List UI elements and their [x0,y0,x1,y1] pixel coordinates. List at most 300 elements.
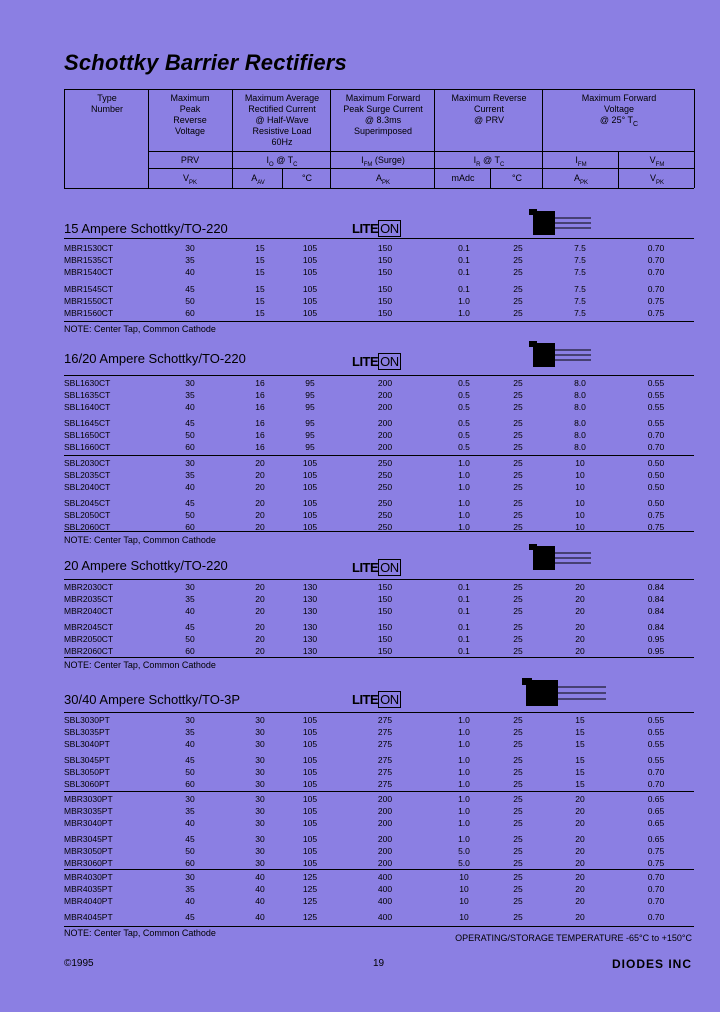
prv-value: 50 [185,430,195,440]
table-row [0,884,720,895]
unit-madc: mAdc [451,173,475,183]
io-value: 40 [255,896,265,906]
col-type-number: Type Number [90,93,123,114]
page-number: 19 [373,958,385,969]
ir-tc-value: 25 [513,779,523,789]
ifm-surge-value: 400 [377,872,393,882]
ir-value: 0.1 [458,622,470,632]
table-row [0,727,720,738]
ifm-surge-value: 200 [377,806,393,816]
table-row [0,470,720,481]
prv-value: 40 [185,818,195,828]
prv-value: 35 [185,390,195,400]
liteon-logo: LITE ON [352,221,399,236]
tc-value: 95 [305,378,315,388]
ifm-surge-value: 200 [377,834,393,844]
vfm-value: 0.65 [647,806,665,816]
prv-value: 35 [185,806,195,816]
ifm-value: 20 [575,884,585,894]
vfm-value: 0.55 [647,378,665,388]
ir-value: 0.5 [458,402,470,412]
prv-value: 45 [185,498,195,508]
ir-tc-value: 25 [513,858,523,868]
io-value: 16 [255,390,265,400]
vfm-value: 0.70 [647,255,665,265]
ifm-value: 20 [575,622,585,632]
ir-value: 0.1 [458,255,470,265]
table-row [0,806,720,817]
tc-value: 95 [305,390,315,400]
ifm-value: 20 [575,846,585,856]
company-name: DIODES INC [611,957,692,971]
io-value: 15 [255,308,265,318]
io-value: 20 [255,582,265,592]
to220-package-icon [525,543,595,575]
ir-value: 1.0 [458,498,470,508]
ir-tc-value: 25 [513,308,523,318]
ir-value: 1.0 [458,755,470,765]
ifm-surge-value: 275 [377,715,393,725]
table-row [0,622,720,633]
part-number: SBL3030PT [64,715,110,725]
tc-value: 105 [302,267,318,277]
ifm-value: 10 [575,470,585,480]
ir-tc-value: 25 [513,818,523,828]
vfm-value: 0.70 [647,442,665,452]
part-number: MBR3050PT [64,846,113,856]
ir-tc-value: 25 [513,606,523,616]
ifm-surge-value: 150 [377,296,393,306]
prv-value: 35 [185,727,195,737]
ir-value: 0.1 [458,646,470,656]
table-row [0,510,720,521]
ir-tc-value: 25 [513,482,523,492]
tc-value: 125 [302,896,318,906]
part-number: SBL1645CT [64,418,111,428]
part-number: SBL2045CT [64,498,111,508]
io-value: 30 [255,818,265,828]
prv-value: 45 [185,622,195,632]
ifm-surge-value: 400 [377,912,393,922]
ir-tc-value: 25 [513,402,523,412]
unit-aav: $A_{AV}$ [251,173,265,186]
part-number: MBR2050CT [64,634,114,644]
ifm-surge-value: 200 [377,818,393,828]
part-number: MBR1550CT [64,296,114,306]
tc-value: 105 [302,308,318,318]
io-value: 40 [255,872,265,882]
ir-tc-value: 25 [513,884,523,894]
tc-value: 105 [302,482,318,492]
tc-value: 125 [302,884,318,894]
ir-value: 1.0 [458,727,470,737]
col-avg-rectified-current: Maximum Average Rectified Current @ Half-Wave Resistive Load 60Hz [244,93,320,147]
table-row [0,834,720,845]
ifm-surge-value: 200 [377,430,393,440]
prv-value: 30 [185,715,195,725]
unit-apk-1: $A_{PK}$ [375,173,391,186]
tc-value: 130 [302,646,318,656]
table-row [0,872,720,883]
io-value: 20 [255,510,265,520]
ir-value: 0.5 [458,430,470,440]
tc-value: 105 [302,834,318,844]
ir-tc-value: 25 [513,418,523,428]
io-value: 20 [255,458,265,468]
table-row [0,606,720,617]
ir-value: 1.0 [458,308,470,318]
vfm-value: 0.70 [647,884,665,894]
tc-value: 130 [302,606,318,616]
ir-value: 1.0 [458,834,470,844]
prv-value: 50 [185,767,195,777]
ir-tc-value: 25 [513,255,523,265]
tc-value: 105 [302,522,318,532]
ir-tc-value: 25 [513,755,523,765]
ifm-value: 20 [575,912,585,922]
prv-value: 50 [185,846,195,856]
vfm-value: 0.65 [647,834,665,844]
io-value: 20 [255,482,265,492]
prv-value: 50 [185,296,195,306]
ifm-surge-value: 200 [377,846,393,856]
part-number: SBL2040CT [64,482,111,492]
part-number: MBR1560CT [64,308,114,318]
ifm-value: 7.5 [574,267,586,277]
to220-package-icon [525,340,595,372]
ir-value: 0.1 [458,594,470,604]
vfm-value: 0.65 [647,794,665,804]
table-row [0,442,720,453]
ifm-value: 20 [575,794,585,804]
part-number: MBR3030PT [64,794,113,804]
table-row [0,378,720,389]
part-number: MBR3035PT [64,806,113,816]
tc-value: 105 [302,510,318,520]
ir-value: 1.0 [458,806,470,816]
part-number: SBL3035PT [64,727,110,737]
vfm-value: 0.75 [647,522,665,532]
liteon-logo: LITE ON [352,354,399,369]
vfm-value: 0.55 [647,739,665,749]
col-reverse-current: Maximum Reverse Current @ PRV [451,93,527,125]
tc-value: 95 [305,402,315,412]
io-value: 20 [255,470,265,480]
ir-value: 1.0 [458,715,470,725]
part-number: SBL1635CT [64,390,111,400]
ir-tc-value: 25 [513,390,523,400]
ifm-value: 7.5 [574,243,586,253]
table-row [0,779,720,790]
ir-value: 1.0 [458,482,470,492]
prv-value: 40 [185,739,195,749]
ir-value: 10 [459,884,469,894]
io-value: 40 [255,912,265,922]
table-row [0,896,720,907]
table-row [0,522,720,533]
part-number: SBL2030CT [64,458,111,468]
vfm-value: 0.50 [647,482,665,492]
table-row [0,255,720,266]
ir-value: 1.0 [458,510,470,520]
table-row [0,858,720,869]
vfm-value: 0.70 [647,767,665,777]
unit-vpk-2: $V_{PK}$ [649,173,665,186]
ir-value: 0.1 [458,582,470,592]
ifm-value: 20 [575,834,585,844]
ifm-surge-value: 200 [377,858,393,868]
ifm-surge-value: 250 [377,482,393,492]
ifm-surge-value: 275 [377,755,393,765]
ir-value: 5.0 [458,846,470,856]
ir-tc-value: 25 [513,739,523,749]
vfm-value: 0.75 [647,308,665,318]
ir-tc-value: 25 [513,430,523,440]
io-value: 15 [255,296,265,306]
io-value: 30 [255,858,265,868]
tc-value: 105 [302,458,318,468]
vfm-value: 0.84 [647,622,665,632]
vfm-value: 0.95 [647,646,665,656]
ifm-value: 8.0 [574,442,586,452]
io-value: 40 [255,884,265,894]
prv-value: 30 [185,872,195,882]
tc-value: 105 [302,243,318,253]
tc-value: 105 [302,779,318,789]
unit-apk-2: $A_{PK}$ [573,173,589,186]
io-value: 16 [255,402,265,412]
part-number: SBL1630CT [64,378,111,388]
tc-value: 125 [302,872,318,882]
copyright: ©1995 [64,958,94,969]
prv-value: 60 [185,646,195,656]
operating-temperature: OPERATING/STORAGE TEMPERATURE -65°C to +150°C [455,933,692,943]
ifm-surge-value: 150 [377,255,393,265]
prv-value: 45 [185,912,195,922]
ifm-value: 15 [575,727,585,737]
prv-value: 35 [185,255,195,265]
ir-value: 1.0 [458,818,470,828]
col-forward-voltage: Maximum Forward Voltage @ 25° $T_C$ [581,93,657,128]
sym-ifm: $I_{FM}$ [575,155,587,168]
col-peak-reverse-voltage: Maximum Peak Reverse Voltage [170,93,210,136]
ifm-surge-value: 150 [377,243,393,253]
prv-value: 50 [185,510,195,520]
ifm-value: 15 [575,739,585,749]
vfm-value: 0.55 [647,755,665,765]
io-value: 16 [255,418,265,428]
vfm-value: 0.70 [647,267,665,277]
ifm-surge-value: 150 [377,634,393,644]
vfm-value: 0.84 [647,606,665,616]
table-row [0,243,720,254]
ifm-surge-value: 250 [377,498,393,508]
prv-value: 30 [185,582,195,592]
ir-value: 1.0 [458,296,470,306]
tc-value: 105 [302,284,318,294]
part-number: SBL3050PT [64,767,110,777]
ifm-value: 8.0 [574,418,586,428]
ifm-value: 8.0 [574,430,586,440]
sym-ir-tc: $I_R$ @ $T_C$ [473,155,505,168]
liteon-logo: LITE ON [352,560,399,575]
vfm-value: 0.70 [647,430,665,440]
vfm-value: 0.50 [647,470,665,480]
part-number: MBR2035CT [64,594,114,604]
ir-tc-value: 25 [513,834,523,844]
table-row [0,715,720,726]
ir-tc-value: 25 [513,634,523,644]
ifm-surge-value: 400 [377,896,393,906]
part-number: MBR4035PT [64,884,113,894]
prv-value: 30 [185,243,195,253]
io-value: 16 [255,378,265,388]
ir-tc-value: 25 [513,622,523,632]
tc-value: 105 [302,794,318,804]
vfm-value: 0.95 [647,634,665,644]
prv-value: 30 [185,794,195,804]
io-value: 30 [255,846,265,856]
tc-value: 130 [302,582,318,592]
io-value: 20 [255,646,265,656]
prv-value: 35 [185,884,195,894]
part-number: MBR3060PT [64,858,113,868]
table-row [0,458,720,469]
ir-tc-value: 25 [513,442,523,452]
ifm-value: 20 [575,858,585,868]
part-number: SBL1660CT [64,442,111,452]
table-row [0,418,720,429]
ifm-value: 7.5 [574,296,586,306]
part-number: SBL2050CT [64,510,111,520]
ifm-value: 20 [575,818,585,828]
ifm-surge-value: 200 [377,418,393,428]
ir-tc-value: 25 [513,243,523,253]
part-number: SBL3060PT [64,779,110,789]
io-value: 15 [255,267,265,277]
ifm-surge-value: 200 [377,402,393,412]
section-note: NOTE: Center Tap, Common Cathode [64,535,216,545]
part-number: SBL1650CT [64,430,111,440]
io-value: 16 [255,430,265,440]
ifm-surge-value: 150 [377,594,393,604]
ifm-value: 10 [575,498,585,508]
ifm-surge-value: 275 [377,739,393,749]
part-number: MBR2040CT [64,606,114,616]
ir-tc-value: 25 [513,912,523,922]
table-row [0,482,720,493]
table-row [0,296,720,307]
ir-value: 1.0 [458,779,470,789]
vfm-value: 0.50 [647,458,665,468]
ir-tc-value: 25 [513,296,523,306]
ir-tc-value: 25 [513,378,523,388]
tc-value: 130 [302,594,318,604]
ifm-value: 8.0 [574,402,586,412]
vfm-value: 0.84 [647,594,665,604]
ifm-surge-value: 250 [377,470,393,480]
ifm-surge-value: 400 [377,884,393,894]
section-title: 15 Ampere Schottky/TO-220 [64,221,228,236]
vfm-value: 0.70 [647,872,665,882]
part-number: MBR2045CT [64,622,114,632]
sym-prv: PRV [180,155,200,165]
ifm-surge-value: 200 [377,378,393,388]
ir-tc-value: 25 [513,522,523,532]
ifm-value: 20 [575,646,585,656]
io-value: 15 [255,255,265,265]
ifm-surge-value: 250 [377,510,393,520]
ifm-surge-value: 150 [377,622,393,632]
part-number: MBR1535CT [64,255,114,265]
table-row [0,739,720,750]
table-row [0,267,720,278]
prv-value: 45 [185,755,195,765]
ir-value: 0.1 [458,243,470,253]
ifm-value: 15 [575,767,585,777]
ifm-value: 8.0 [574,378,586,388]
vfm-value: 0.55 [647,715,665,725]
io-value: 20 [255,622,265,632]
ir-tc-value: 25 [513,594,523,604]
part-number: MBR2060CT [64,646,114,656]
prv-value: 30 [185,378,195,388]
ir-value: 10 [459,872,469,882]
part-number: MBR3040PT [64,818,113,828]
vfm-value: 0.55 [647,418,665,428]
ir-tc-value: 25 [513,806,523,816]
ifm-value: 15 [575,779,585,789]
table-row [0,646,720,657]
prv-value: 30 [185,458,195,468]
vfm-value: 0.75 [647,296,665,306]
part-number: SBL2060CT [64,522,111,532]
tc-value: 95 [305,418,315,428]
unit-vpk: $V_{PK}$ [182,173,198,186]
unit-degc-2: °C [511,173,523,183]
to3p-package-icon [520,676,610,710]
ir-value: 1.0 [458,739,470,749]
tc-value: 105 [302,715,318,725]
ir-value: 0.1 [458,606,470,616]
ifm-surge-value: 275 [377,779,393,789]
tc-value: 105 [302,846,318,856]
page-title: Schottky Barrier Rectifiers [64,50,347,75]
ifm-surge-value: 275 [377,727,393,737]
ifm-value: 10 [575,510,585,520]
ifm-value: 15 [575,755,585,765]
io-value: 30 [255,834,265,844]
ir-value: 1.0 [458,767,470,777]
prv-value: 35 [185,594,195,604]
ifm-value: 7.5 [574,308,586,318]
ir-tc-value: 25 [513,872,523,882]
ir-value: 1.0 [458,794,470,804]
io-value: 20 [255,594,265,604]
vfm-value: 0.50 [647,498,665,508]
part-number: MBR2030CT [64,582,114,592]
io-value: 16 [255,442,265,452]
tc-value: 105 [302,767,318,777]
io-value: 15 [255,284,265,294]
ir-tc-value: 25 [513,284,523,294]
io-value: 20 [255,606,265,616]
table-row [0,402,720,413]
prv-value: 60 [185,442,195,452]
ir-value: 10 [459,912,469,922]
ifm-surge-value: 150 [377,267,393,277]
ifm-value: 20 [575,594,585,604]
